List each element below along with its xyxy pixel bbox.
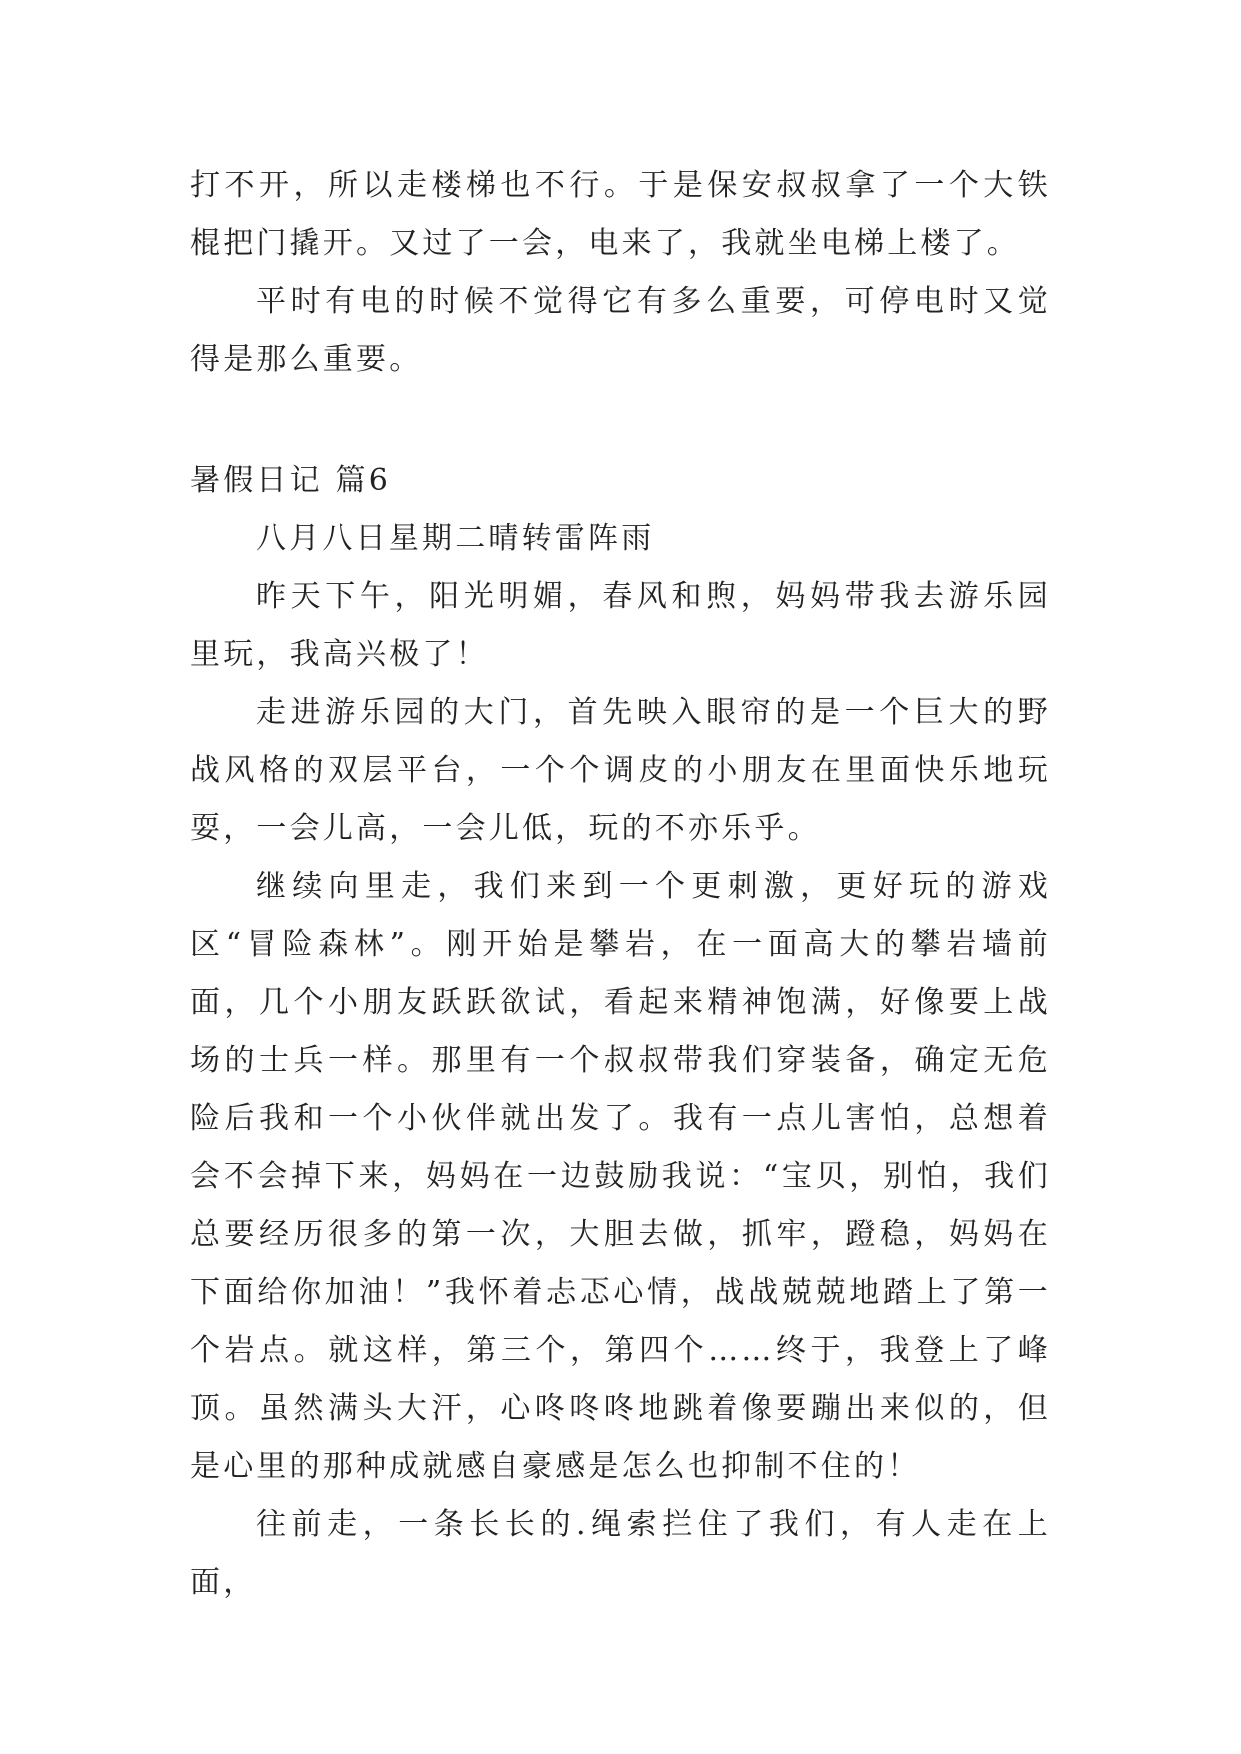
body-paragraph: 走进游乐园的大门，首先映入眼帘的是一个巨大的野战风格的双层平台，一个个调皮的小朋友在里面快乐地玩耍，一会儿高，一会儿低，玩的不亦乐乎。 — [190, 695, 1051, 846]
body-paragraph: 平时有电的时候不觉得它有多么重要，可停电时又觉得是那么重要。 — [190, 284, 1051, 377]
body-paragraph: 往前走，一条长长的.绳索拦住了我们，有人走在上面， — [190, 1507, 1051, 1600]
diary-section — [190, 452, 1051, 1612]
body-paragraph: 打不开，所以走楼梯也不行。于是保安叔叔拿了一个大铁棍把门撬开。又过了一会，电来了，我就坐电梯上楼了。 — [190, 168, 1051, 261]
diary-date-line: 八月八日星期二晴转雷阵雨 — [256, 521, 655, 556]
body-paragraph: 继续向里走，我们来到一个更刺激，更好玩的游戏区“冒险森林”。刚开始是攀岩，在一面高大的攀岩墙前面，几个小朋友跃跃欲试，看起来精神饱满，好像要上战场的士兵一样。那里有一个叔叔带我们穿装备，确定无危险后我和一个小伙伴就出发了。我有一点儿害怕，总想着会不会掉下来，妈妈在一边鼓励我说：“宝贝，别怕，我们总要经历很多的第一次，大胆去做，抓牢，蹬稳，妈妈在下面给你加油！”我怀着忐忑心情，战战兢兢地踏上了第一个岩点。就这样，第三个，第四个……终于，我登上了峰顶。虽然满头大汗，心咚咚咚地跳着像要蹦出来似的，但是心里的那种成就感自豪感是怎么也抑制不住的！ — [190, 869, 1051, 1484]
section-heading: 暑假日记 篇6 — [190, 463, 392, 498]
continuation-text — [190, 157, 1051, 389]
body-paragraph: 昨天下午，阳光明媚，春风和煦，妈妈带我去游乐园里玩，我高兴极了！ — [190, 579, 1051, 672]
